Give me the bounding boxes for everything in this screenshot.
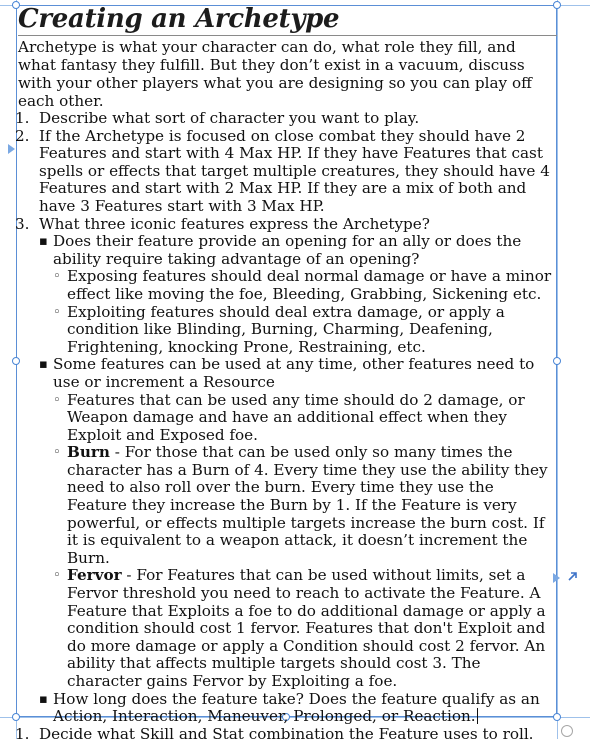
bullet-text: How long does the feature take? Does the feature qualify as an Action, Interaction, Maneuver, Prolonged, or Reaction. bbox=[53, 689, 540, 726]
link-icon[interactable] bbox=[568, 572, 578, 582]
sub-bullet-item bbox=[53, 444, 557, 567]
square-bullet-icon: ▪ bbox=[39, 691, 48, 707]
burn-label: Burn bbox=[67, 443, 110, 462]
sub-bullet-text: Features that can be used any time should do 2 damage, or Weapon damage and have an additional effect when they Exploit and Exposed foe. bbox=[67, 390, 525, 444]
step-number: 1. bbox=[15, 109, 30, 127]
step-text: Decide what Skill and Stat combination the Feature uses to roll. bbox=[39, 724, 534, 743]
step-number: 1. bbox=[15, 724, 30, 743]
sub-bullet-item bbox=[53, 567, 557, 690]
step-text: If the Archetype is focused on close combat they should have 2 Features and start with 4 Max HP. If they have Features that cast spells or effects that target multiple creatures, they should have 4 Features and start with 2 Max HP. If they are a mix of both and have 3 Features start with 3 Max HP. bbox=[39, 126, 550, 215]
circle-bullet-icon: ◦ bbox=[53, 392, 61, 408]
bullet-item bbox=[39, 233, 557, 356]
bullet-item bbox=[39, 356, 557, 690]
feature-bullets bbox=[39, 233, 557, 726]
step-text: Describe what sort of character you want to play. bbox=[39, 109, 420, 127]
document-title: Creating an Archetype bbox=[18, 4, 557, 36]
sub-bullet-text: Exposing features should deal normal damage or have a minor effect like moving the foe, Bleeding, Grabbing, Sickening etc. bbox=[67, 267, 552, 303]
step-item bbox=[15, 126, 557, 216]
circle-bullet-icon: ◦ bbox=[53, 304, 61, 320]
step-item bbox=[15, 214, 557, 726]
burn-text: - For those that can be used only so many times the character has a Burn of 4. Every time they use the ability they need to also roll over the burn. Every time they use the Feature they increase the Burn by 1. If the Feature is very powerful, or effects multiple targets increase the burn cost. If it is equivalent to a weapon attack, it doesn’t increment the Burn. bbox=[67, 443, 548, 567]
sub-bullet-text: Exploiting features should deal extra damage, or apply a condition like Blinding, Burning, Charming, Deafening, Frightening, knocking Prone, Restraining, etc. bbox=[67, 302, 505, 356]
bullet-item bbox=[39, 691, 557, 726]
bullet-text: Some features can be used at any time, other features need to use or increment a Resource bbox=[53, 355, 535, 391]
fervor-label: Fervor bbox=[67, 566, 122, 585]
document-body[interactable] bbox=[15, 4, 557, 743]
sub-bullet-item bbox=[53, 268, 557, 303]
step-text: What three iconic features express the Archetype? bbox=[39, 214, 430, 233]
left-arrow-marker-icon[interactable] bbox=[8, 144, 15, 154]
step-item bbox=[15, 724, 557, 743]
fervor-text: - For Features that can be used without limits, set a Fervor threshold you need to reach to activate the Feature. A Feature that Exploits a foe to do additional damage or apply a condition should cost 1 fervor. Features that don't Exploit and do more damage or apply a Condition should cost 2 fervor. An ability that affects multiple targets should cost 3. The character gains Fervor by Exploiting a foe. bbox=[67, 566, 546, 690]
bullet-text: Does their feature provide an opening for an ally or does the ability require taking advantage of an opening? bbox=[53, 232, 522, 268]
overflow-indicator-icon[interactable] bbox=[561, 725, 573, 737]
circle-bullet-icon: ◦ bbox=[53, 568, 61, 584]
sub-bullets bbox=[53, 392, 557, 691]
text-cursor bbox=[477, 708, 478, 724]
square-bullet-icon: ▪ bbox=[39, 234, 48, 250]
circle-bullet-icon: ◦ bbox=[53, 445, 61, 461]
sub-bullet-item bbox=[53, 304, 557, 357]
square-bullet-icon: ▪ bbox=[39, 357, 48, 373]
sub-bullets bbox=[53, 268, 557, 356]
sub-bullet-item bbox=[53, 392, 557, 445]
guide-line-right bbox=[557, 0, 558, 739]
circle-bullet-icon: ◦ bbox=[53, 269, 61, 285]
step-number: 2. bbox=[15, 126, 30, 145]
step-item bbox=[15, 109, 557, 128]
step-number: 3. bbox=[15, 214, 30, 233]
steps-list bbox=[15, 109, 557, 743]
intro-paragraph: Archetype is what your character can do, what role they fill, and what fantasy they fulfill. But they don’t exist in a vacuum, discuss with your other players what you are designing so you can play off each other. bbox=[18, 38, 532, 110]
